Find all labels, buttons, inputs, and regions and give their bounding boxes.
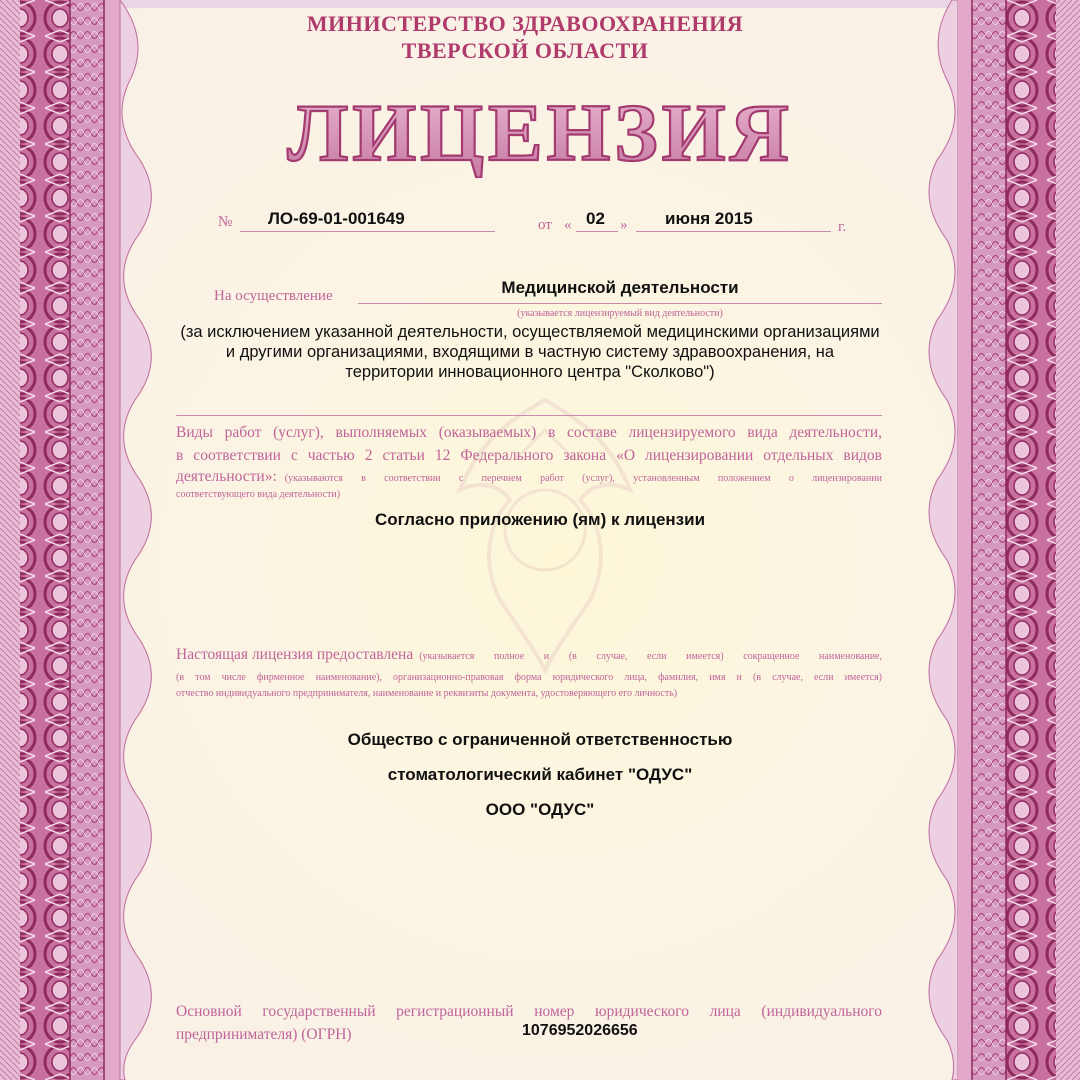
document-title-text: ЛИЦЕНЗИЯ [287,88,793,178]
works-note-line-1: (указываются в соответствии с перечнем работ (услуг), установленным положением о лицензировании [284,473,882,484]
left-ornamental-border [0,0,180,1080]
license-day-underline [576,231,618,232]
activity-exception-line-3: территории инновационного центра "Сколково") [345,363,715,381]
ogrn-label-line-2: предпринимателя) (ОГРН) [176,1026,352,1043]
activity-exception-line-1: (за исключением указанной деятельности, осуществляемой медицинскими организациями [180,323,880,341]
ogrn-value: 1076952026656 [522,1022,638,1039]
date-open-quote: « [564,217,572,233]
licensee-note-line-3: отчество индивидуального предпринимателя, наименование и реквизиты документа, удостоверяющего его личность) [176,688,678,699]
year-suffix: г. [838,219,847,235]
document-title [240,88,840,178]
issuing-authority [250,10,800,64]
number-label: № [218,214,233,230]
licensee-row-1 [176,646,882,664]
date-close-quote: » [620,217,628,233]
right-ornamental-border [922,0,1080,1080]
activity-caption: (указывается лицензируемый вид деятельности) [517,308,723,319]
works-value: Согласно приложению (ям) к лицензии [374,510,706,529]
licensee-label: Настоящая лицензия предоставлена [176,646,414,663]
licensee-name-line-2: стоматологический кабинет "ОДУС" [387,765,693,784]
works-text-line-3: деятельности»: [176,468,277,485]
activity-value: Медицинской деятельности [501,278,739,297]
activity-label: На осуществление [214,288,333,304]
date-label: от [538,217,552,233]
activity-exception [140,322,920,382]
activity-underline [358,303,882,304]
license-number: ЛО-69-01-001649 [268,209,405,228]
works-description [176,421,882,502]
license-day: 02 [586,209,605,228]
works-text-line-1: Виды работ (услуг), выполняемых (оказываемых) в составе лицензируемого вида деятельности, [176,424,882,441]
license-month-underline [636,231,831,232]
licensee-note-line-2: (в том числе фирменное наименование), организационно-правовая форма юридического лица, фамилия, имя и (в случае, если имеется) [176,672,882,683]
licensee-name-line-3: ООО "ОДУС" [485,800,595,819]
ogrn-label-line-1: Основной государственный регистрационный номер юридического лица (индивидуального [176,1003,882,1020]
document-title-svg [240,88,840,178]
works-note-line-2: соответствующего вида деятельности) [176,489,341,500]
works-text-line-2: в соответствии с частью 2 статьи 12 Федерального закона «О лицензировании отдельных видов [176,447,882,464]
issuing-authority-line-2: ТВЕРСКОЙ ОБЛАСТИ [401,38,649,63]
activity-exception-underline [176,415,882,416]
activity-exception-line-2: и другими организациями, входящими в частную систему здравоохранения, на [225,343,835,361]
issuing-authority-line-1: МИНИСТЕРСТВО ЗДРАВООХРАНЕНИЯ [306,11,744,36]
license-number-underline [240,231,495,232]
license-month-year: июня 2015 [665,209,753,228]
licensee-note-line-1: (указывается полное и (в случае, если имеется) сокращенное наименование, [419,651,882,662]
licensee-name-line-1: Общество с ограниченной ответственностью [347,730,733,749]
